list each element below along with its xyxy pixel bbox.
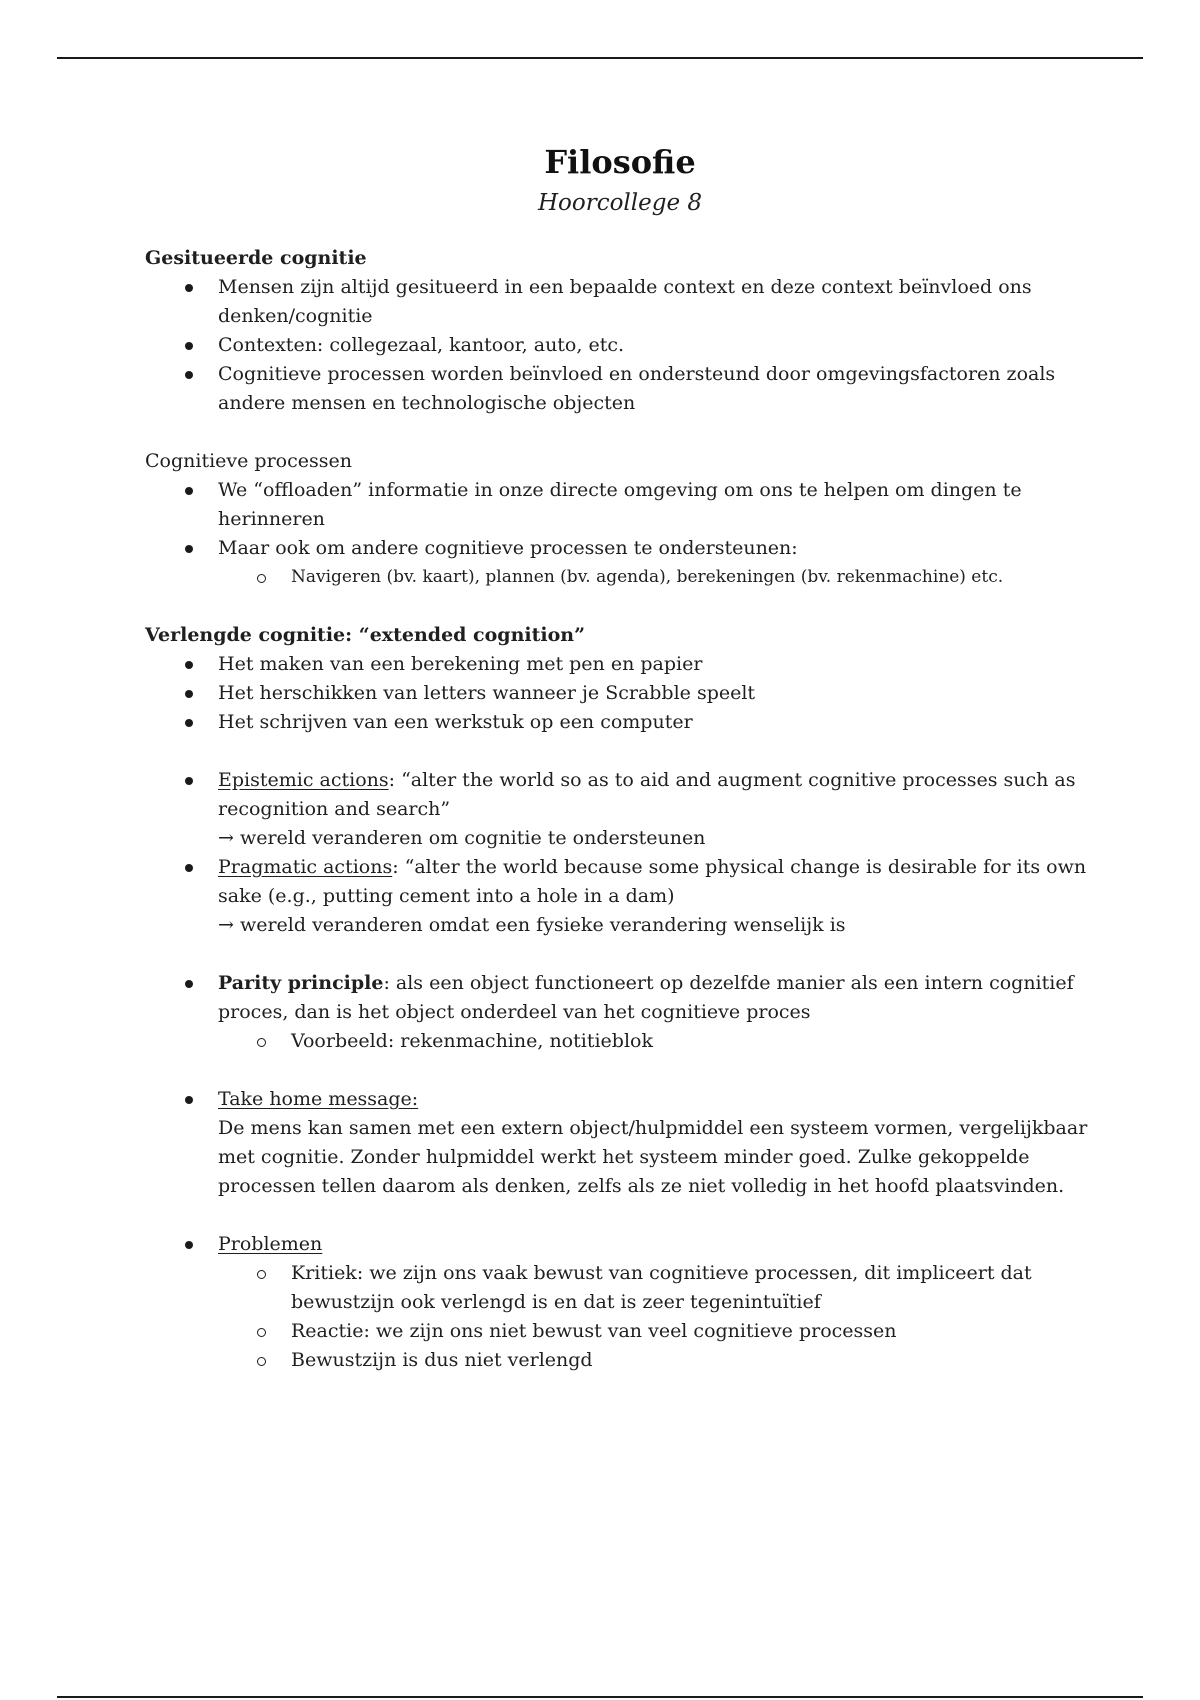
list-item-text: Cognitieve processen worden beïnvloed en ondersteund door omgevingsfactoren zoals andere mensen en technologische objecten: [218, 363, 1056, 414]
bullet-list: [145, 1085, 1095, 1201]
list-item-text: Mensen zijn altijd gesitueerd in een bepaalde context en deze context beïnvloed ons denken/cognitie: [218, 276, 1032, 327]
hollow-bullet-icon: [257, 574, 266, 583]
bullet-icon: [185, 284, 193, 292]
sub-list-item: [218, 1317, 1095, 1346]
arrow-note-pragmatic: → wereld veranderen omdat een fysieke verandering wenselijk is: [218, 914, 846, 936]
bullet-icon: [185, 487, 193, 495]
bullet-icon: [185, 1241, 193, 1249]
list-item-pragmatic-actions: [145, 853, 1095, 940]
bullet-list: [145, 969, 1095, 1056]
bullet-list: [145, 766, 1095, 940]
definition-epistemic-actions: : “alter the world so as to aid and augment cognitive processes such as recognition and search”: [218, 769, 1076, 820]
list-item: [145, 360, 1095, 418]
sub-list-item-text: Voorbeeld: rekenmachine, notitieblok: [291, 1030, 653, 1052]
sub-list-item: [218, 1027, 1095, 1056]
list-item-parity-principle: [145, 969, 1095, 1056]
list-item-epistemic-actions: [145, 766, 1095, 853]
hollow-bullet-icon: [257, 1357, 266, 1366]
sub-list-item: [218, 1346, 1095, 1375]
list-item: [145, 273, 1095, 331]
bullet-list: [145, 476, 1095, 592]
hollow-bullet-icon: [257, 1328, 266, 1337]
bullet-icon: [185, 864, 193, 872]
section-heading-gesitueerde-cognitie: Gesitueerde cognitie: [145, 247, 367, 269]
page-title: Filosofie: [544, 143, 696, 181]
section-heading-verlengde-cognitie: Verlengde cognitie: “extended cognition”: [145, 624, 586, 646]
take-home-text: De mens kan samen met een extern object/hulpmiddel een systeem vormen, vergelijkbaar met cognitie. Zonder hulpmiddel werkt het systeem minder goed. Zulke gekoppelde processen tellen daarom als denken, zelfs als ze niet volledig in het hoofd plaatsvinden.: [218, 1117, 1088, 1197]
bullet-icon: [185, 777, 193, 785]
hollow-bullet-icon: [257, 1270, 266, 1279]
list-item-text: Het maken van een berekening met pen en papier: [218, 653, 703, 675]
list-item-text: Contexten: collegezaal, kantoor, auto, etc.: [218, 334, 625, 356]
bullet-icon: [185, 661, 193, 669]
bullet-icon: [185, 980, 193, 988]
list-item-text: Het schrijven van een werkstuk op een computer: [218, 711, 693, 733]
bullet-icon: [185, 545, 193, 553]
list-item-text: We “offloaden” informatie in onze directe omgeving om ons te helpen om dingen te herinneren: [218, 479, 1022, 530]
definition-pragmatic-actions: : “alter the world because some physical change is desirable for its own sake (e.g., putting cement into a hole in a dam): [218, 856, 1087, 907]
list-item-text: Maar ook om andere cognitieve processen te ondersteunen:: [218, 537, 798, 559]
bullet-list: [145, 273, 1095, 418]
term-problemen: Problemen: [218, 1233, 323, 1255]
footer-rule: [57, 1696, 1143, 1698]
term-pragmatic-actions: Pragmatic actions: [218, 856, 393, 878]
definition-parity-principle: : als een object functioneert op dezelfde manier als een intern cognitief proces, dan is het object onderdeel van het cognitieve proces: [218, 972, 1074, 1023]
bullet-icon: [185, 342, 193, 350]
list-item: [145, 534, 1095, 592]
sub-list-item-text: Kritiek: we zijn ons vaak bewust van cognitieve processen, dit impliceert dat bewustzijn ook verlengd is en dat is zeer tegenintuïtief: [291, 1262, 1032, 1313]
bullet-icon: [185, 1096, 193, 1104]
list-item-text: Het herschikken van letters wanneer je Scrabble speelt: [218, 682, 756, 704]
sub-list-item-text: Navigeren (bv. kaart), plannen (bv. agenda), berekeningen (bv. rekenmachine) etc.: [291, 567, 1004, 587]
sub-list-item: [218, 1259, 1095, 1317]
term-parity-principle: Parity principle: [218, 972, 384, 994]
bullet-icon: [185, 371, 193, 379]
list-item-take-home-message: [145, 1085, 1095, 1201]
list-item-problemen: [145, 1230, 1095, 1375]
bullet-list: [145, 650, 1095, 737]
bullet-list: [145, 1230, 1095, 1375]
hollow-bullet-icon: [257, 1038, 266, 1047]
section-heading-cognitieve-processen: Cognitieve processen: [145, 450, 352, 472]
header-rule: [57, 57, 1143, 59]
term-epistemic-actions: Epistemic actions: [218, 769, 389, 791]
bullet-icon: [185, 719, 193, 727]
list-item: [145, 679, 1095, 708]
term-take-home-message: Take home message:: [218, 1088, 419, 1110]
list-item: [145, 708, 1095, 737]
sub-list-item-text: Bewustzijn is dus niet verlengd: [291, 1349, 593, 1371]
page-subtitle: Hoorcollege 8: [537, 190, 703, 216]
document-page: [145, 140, 1095, 1375]
sub-bullet-list: [218, 1259, 1095, 1375]
bullet-icon: [185, 690, 193, 698]
sub-list-item-text: Reactie: we zijn ons niet bewust van veel cognitieve processen: [291, 1320, 897, 1342]
list-item: [145, 476, 1095, 534]
sub-bullet-list: [218, 563, 1095, 592]
sub-bullet-list: [218, 1027, 1095, 1056]
list-item: [145, 650, 1095, 679]
list-item: [145, 331, 1095, 360]
arrow-note-epistemic: → wereld veranderen om cognitie te ondersteunen: [218, 827, 706, 849]
sub-list-item: [218, 563, 1095, 592]
